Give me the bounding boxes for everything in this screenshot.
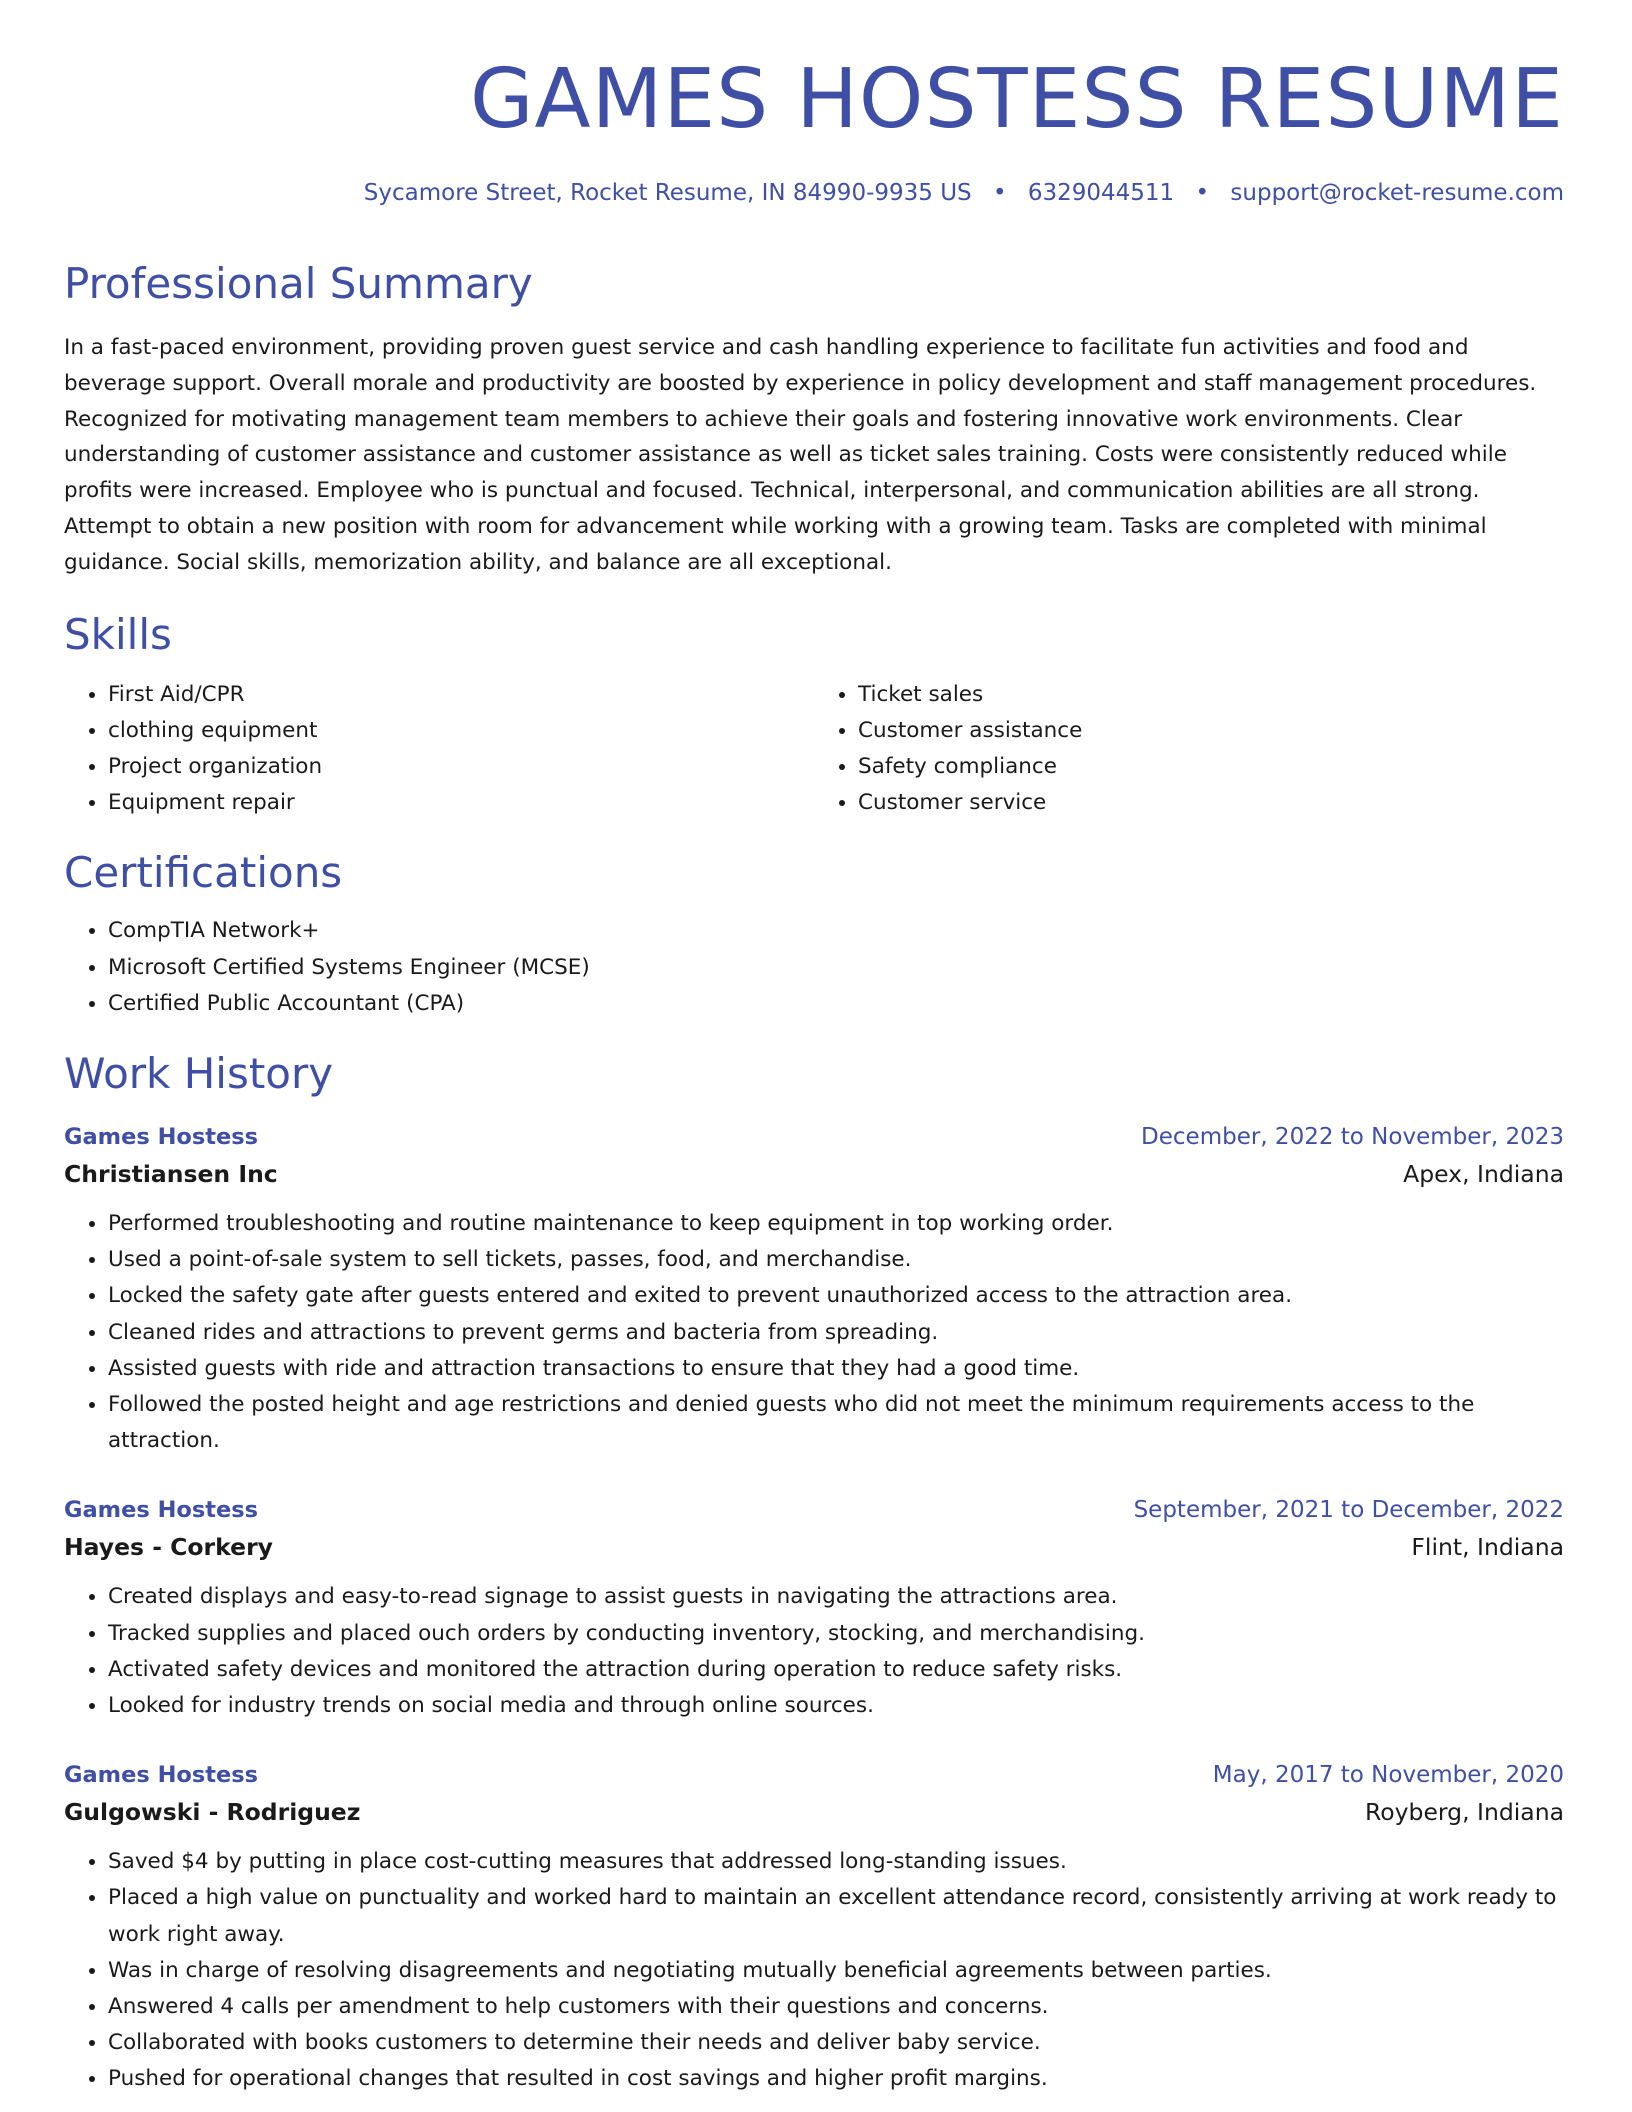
job-title: Games Hostess xyxy=(64,1762,259,1789)
job-duty: • Performed troubleshooting and routine maintenance to keep equipment in top working order. xyxy=(108,1206,1564,1242)
job-duty: • Created displays and easy-to-read signage to assist guests in navigating the attractions area. xyxy=(108,1579,1564,1615)
job-duties-list xyxy=(64,1844,1564,2097)
job-dates: May, 2017 to November, 2020 xyxy=(1212,1762,1564,1789)
skill-item: • Customer assistance xyxy=(858,713,1564,749)
summary-heading: Professional Summary xyxy=(64,259,533,308)
job-duty: • Looked for industry trends on social media and through online sources. xyxy=(108,1688,1564,1724)
job-company: Gulgowski - Rodriguez xyxy=(64,1798,361,1827)
skills-heading: Skills xyxy=(64,609,172,659)
skill-item: • Ticket sales xyxy=(858,677,1564,713)
skill-item: • clothing equipment xyxy=(108,713,814,749)
job-company: Hayes - Corkery xyxy=(64,1533,273,1562)
job-duty: • Was in charge of resolving disagreements and negotiating mutually beneficial agreements between parties. xyxy=(108,1953,1564,1989)
skill-item: • Equipment repair xyxy=(108,785,814,821)
contact-line xyxy=(64,178,1564,208)
job-title: Games Hostess xyxy=(64,1124,259,1150)
contact-separator: • xyxy=(1195,180,1210,206)
skill-item: • Safety compliance xyxy=(858,749,1564,785)
job-location: Flint, Indiana xyxy=(1411,1533,1564,1562)
job-location: Apex, Indiana xyxy=(1403,1160,1564,1188)
job-duty: • Assisted guests with ride and attraction transactions to ensure that they had a good time. xyxy=(108,1351,1564,1387)
job-duty: • Placed a high value on punctuality and worked hard to maintain an excellent attendance record, consistently arriving at work ready to work right away. xyxy=(108,1880,1564,1952)
contact-phone: 6329044511 xyxy=(1027,180,1175,206)
certifications-list xyxy=(64,913,1564,1022)
job-entry xyxy=(64,1120,1564,1459)
skills-list-left xyxy=(64,677,814,822)
contact-separator: • xyxy=(992,180,1007,206)
job-duty: • Locked the safety gate after guests entered and exited to prevent unauthorized access to the attraction area. xyxy=(108,1278,1564,1314)
job-duty: • Answered 4 calls per amendment to help customers with their questions and concerns. xyxy=(108,1989,1564,2025)
job-dates: December, 2022 to November, 2023 xyxy=(1141,1124,1564,1150)
job-duty: • Cleaned rides and attractions to prevent germs and bacteria from spreading. xyxy=(108,1315,1564,1351)
job-duty: • Saved $4 by putting in place cost-cutting measures that addressed long-standing issues. xyxy=(108,1844,1564,1880)
certifications-heading: Certifications xyxy=(64,848,343,898)
job-duties-list xyxy=(64,1206,1564,1459)
certification-item: • CompTIA Network+ xyxy=(108,913,1564,949)
certification-item: • Microsoft Certified Systems Engineer (MCSE) xyxy=(108,950,1564,986)
skill-item: • First Aid/CPR xyxy=(108,677,814,713)
job-location: Royberg, Indiana xyxy=(1364,1798,1564,1827)
skills-columns xyxy=(64,677,1564,822)
job-company: Christiansen Inc xyxy=(64,1160,278,1188)
work-history-heading: Work History xyxy=(64,1049,334,1098)
job-entry xyxy=(64,1493,1564,1724)
certification-item: • Certified Public Accountant (CPA) xyxy=(108,986,1564,1022)
summary-text: In a fast-paced environment, providing proven guest service and cash handling experience to facilitate fun activities and food and beverage support. Overall morale and productivity are boosted by experience in policy development and staff management procedures. Recognized for motivating management team members to achieve their goals and fostering innovative work environments. Clear understanding of customer assistance and customer assistance as well as ticket sales training. Costs were consistently reduced while profits were increased. Employee who is punctual and focused. Technical, interpersonal, and communication abilities are all strong. Attempt to obtain a new position with room for advancement while working with a growing team. Tasks are completed with minimal guidance. Social skills, memorization ability, and balance are all exceptional. xyxy=(64,335,1537,575)
skill-item: • Project organization xyxy=(108,749,814,785)
job-duty: • Followed the posted height and age restrictions and denied guests who did not meet the minimum requirements access to the attraction. xyxy=(108,1387,1564,1459)
job-duty: • Pushed for operational changes that resulted in cost savings and higher profit margins. xyxy=(108,2061,1564,2097)
contact-address: Sycamore Street, Rocket Resume, IN 84990-9935 US xyxy=(363,180,972,206)
job-duty: • Activated safety devices and monitored the attraction during operation to reduce safety risks. xyxy=(108,1652,1564,1688)
contact-email[interactable]: support@rocket-resume.com xyxy=(1230,180,1564,206)
job-title: Games Hostess xyxy=(64,1497,259,1524)
job-duty: • Tracked supplies and placed ouch orders by conducting inventory, stocking, and merchandising. xyxy=(108,1616,1564,1652)
skills-list-right xyxy=(814,677,1564,822)
resume-title: GAMES HOSTESS RESUME xyxy=(469,52,1564,147)
job-entry xyxy=(64,1758,1564,2097)
job-duty: • Collaborated with books customers to determine their needs and deliver baby service. xyxy=(108,2025,1564,2061)
job-duty: • Used a point-of-sale system to sell tickets, passes, food, and merchandise. xyxy=(108,1242,1564,1278)
job-duties-list xyxy=(64,1579,1564,1724)
skill-item: • Customer service xyxy=(858,785,1564,821)
job-dates: September, 2021 to December, 2022 xyxy=(1133,1497,1564,1524)
